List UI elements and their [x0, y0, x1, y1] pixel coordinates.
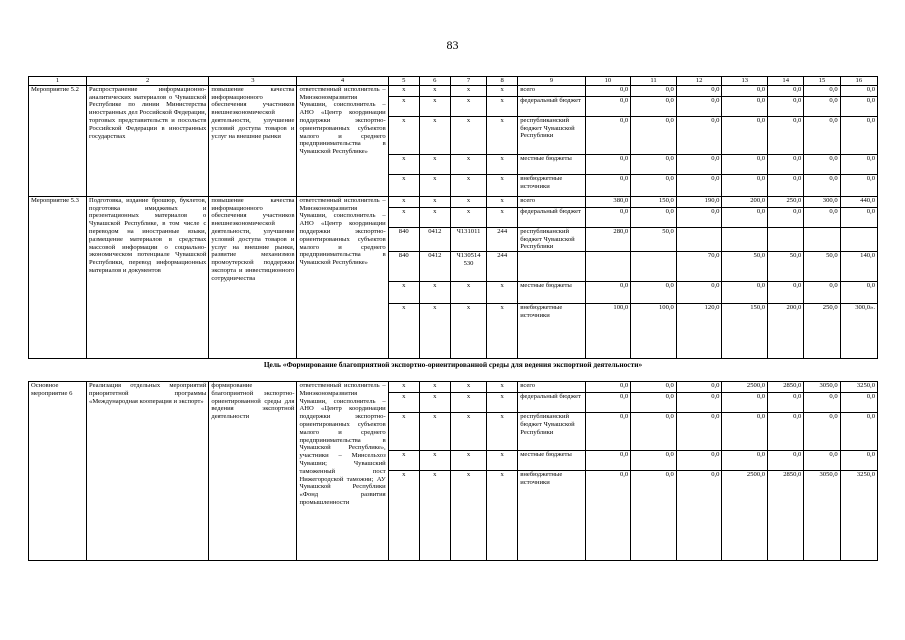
code-section: x [419, 304, 450, 359]
amount-cell: 100,0 [585, 304, 631, 359]
amount-cell: 0,0 [585, 282, 631, 304]
goal-heading: Цель «Формирование благоприятной экспортно-ориентированной среды для ведения экспортной деятельности» [263, 360, 643, 369]
funding-source: всего [518, 85, 585, 96]
amount-cell: 0,0 [585, 116, 631, 154]
code-expense-type: x [487, 304, 518, 359]
header-cell: 11 [631, 77, 677, 86]
header-cell: 4 [297, 77, 388, 86]
code-expense-type: x [487, 174, 518, 196]
amount-cell: 0,0 [722, 207, 768, 227]
table-row [29, 196, 878, 207]
amount-cell: 250,0 [768, 196, 804, 207]
code-expense-type: x [487, 154, 518, 174]
amount-cell: 2500,0 [722, 382, 768, 393]
amount-cell: 0,0 [768, 413, 804, 451]
amount-cell: 0,0 [631, 282, 677, 304]
amount-cell: 0,0 [631, 96, 677, 116]
code-section: x [419, 393, 450, 413]
amount-cell: 300,0 [804, 196, 840, 207]
code-expense-type: x [487, 96, 518, 116]
amount-cell: 0,0 [631, 174, 677, 196]
amount-cell: 100,0 [631, 304, 677, 359]
amount-cell: 0,0 [585, 154, 631, 174]
code-grbs: x [388, 174, 419, 196]
code-target: x [450, 85, 486, 96]
code-expense-type: 244 [487, 252, 518, 282]
amount-cell: 0,0 [768, 282, 804, 304]
code-section: x [419, 207, 450, 227]
amount-cell: 200,0 [768, 304, 804, 359]
amount-cell: 0,0 [840, 116, 877, 154]
code-target: x [450, 451, 486, 471]
amount-cell: 150,0 [722, 304, 768, 359]
amount-cell: 0,0 [631, 451, 677, 471]
expected-result: повышение качества информационного обеспечения участников внешнеэкономической деятельности, улучшение условий доступа товаров и услуг на внешние рынки [209, 85, 297, 196]
code-target: x [450, 154, 486, 174]
code-expense-type: x [487, 196, 518, 207]
amount-cell: 0,0 [585, 96, 631, 116]
code-expense-type: x [487, 85, 518, 96]
code-section: x [419, 174, 450, 196]
code-target: x [450, 382, 486, 393]
code-section: x [419, 451, 450, 471]
code-section: 0412 [419, 227, 450, 251]
code-target: x [450, 393, 486, 413]
amount-cell: 0,0 [804, 85, 840, 96]
amount-cell: 0,0 [585, 174, 631, 196]
code-target: x [450, 413, 486, 451]
amount-cell: 0,0 [585, 207, 631, 227]
amount-cell: 0,0 [768, 96, 804, 116]
code-expense-type: 244 [487, 227, 518, 251]
amount-cell: 0,0 [631, 382, 677, 393]
code-target: x [450, 196, 486, 207]
amount-cell: 0,0 [722, 282, 768, 304]
amount-cell: 0,0 [840, 393, 877, 413]
amount-cell [804, 227, 840, 251]
header-cell: 1 [29, 77, 87, 86]
header-cell: 8 [487, 77, 518, 86]
amount-cell: 0,0 [585, 471, 631, 561]
amount-cell: 0,0 [768, 393, 804, 413]
code-grbs: x [388, 451, 419, 471]
amount-cell: 140,0 [840, 252, 877, 282]
code-target: x [450, 282, 486, 304]
amount-cell: 0,0 [676, 174, 722, 196]
amount-cell: 0,0 [804, 393, 840, 413]
code-expense-type: x [487, 413, 518, 451]
amount-cell: 0,0 [631, 154, 677, 174]
amount-cell [840, 227, 877, 251]
amount-cell: 0,0 [676, 116, 722, 154]
amount-cell: 0,0 [722, 154, 768, 174]
amount-cell: 0,0 [676, 96, 722, 116]
funding-source: федеральный бюджет [518, 207, 585, 227]
header-cell: 12 [676, 77, 722, 86]
code-grbs: x [388, 116, 419, 154]
amount-cell: 0,0 [804, 451, 840, 471]
code-grbs: x [388, 304, 419, 359]
amount-cell: 0,0 [840, 413, 877, 451]
amount-cell: 0,0 [840, 174, 877, 196]
funding-source: республиканский бюджет Чувашской Республики [518, 227, 585, 251]
amount-cell [631, 252, 677, 282]
code-target: x [450, 207, 486, 227]
code-target: x [450, 116, 486, 154]
expected-result: формирование благоприятной экспортно-ориентированной среды для ведения экспортной деятельности [209, 382, 297, 561]
table-row [29, 382, 878, 393]
amount-cell: 3250,0 [840, 382, 877, 393]
funding-source: республиканский бюджет Чувашской Республики [518, 413, 585, 451]
amount-cell: 0,0 [804, 154, 840, 174]
amount-cell: 2850,0 [768, 382, 804, 393]
amount-cell: 150,0 [631, 196, 677, 207]
funding-source: местные бюджеты [518, 154, 585, 174]
funding-source: местные бюджеты [518, 282, 585, 304]
amount-cell: 0,0 [768, 85, 804, 96]
amount-cell: 70,0 [676, 252, 722, 282]
amount-cell: 0,0 [631, 85, 677, 96]
amount-cell: 0,0 [676, 393, 722, 413]
code-section: x [419, 471, 450, 561]
amount-cell: 380,0 [585, 196, 631, 207]
amount-cell: 250,0 [804, 304, 840, 359]
amount-cell: 0,0 [585, 382, 631, 393]
amount-cell: 0,0 [722, 393, 768, 413]
expected-result: повышение качества информационного обеспечения участников внешнеэкономической деятельности, улучшение условий доступа товаров и услуг на внешние рынки, развитие механизмов промоутерской поддержки экспорта и инвестиционного сотрудничества [209, 196, 297, 358]
header-cell: 13 [722, 77, 768, 86]
amount-cell: 0,0 [722, 85, 768, 96]
code-grbs: x [388, 96, 419, 116]
funding-source: федеральный бюджет [518, 96, 585, 116]
funding-source: местные бюджеты [518, 451, 585, 471]
code-section: x [419, 96, 450, 116]
amount-cell: 3050,0 [804, 471, 840, 561]
code-expense-type: x [487, 471, 518, 561]
activity-description: Реализация отдельных мероприятий приоритетной программы «Международная кооперация и экспорт» [87, 382, 209, 561]
amount-cell: 0,0 [840, 282, 877, 304]
code-target: Ч131011 [450, 227, 486, 251]
amount-cell: 0,0 [840, 451, 877, 471]
amount-cell: 0,0 [585, 413, 631, 451]
code-section: x [419, 154, 450, 174]
amount-cell: 0,0 [722, 451, 768, 471]
amount-cell: 300,0». [840, 304, 877, 359]
code-grbs: 840 [388, 227, 419, 251]
amount-cell: 50,0 [722, 252, 768, 282]
amount-cell: 0,0 [840, 96, 877, 116]
funding-source [518, 252, 585, 282]
code-grbs: x [388, 382, 419, 393]
code-section: x [419, 382, 450, 393]
funding-source: внебюджетные источники [518, 304, 585, 359]
amount-cell: 0,0 [676, 207, 722, 227]
amount-cell: 2850,0 [768, 471, 804, 561]
funding-source: республиканский бюджет Чувашской Республики [518, 116, 585, 154]
table-row [29, 85, 878, 96]
amount-cell: 0,0 [768, 451, 804, 471]
header-row [29, 77, 878, 86]
code-grbs: x [388, 85, 419, 96]
header-cell: 2 [87, 77, 209, 86]
amount-cell: 0,0 [631, 207, 677, 227]
code-grbs: x [388, 471, 419, 561]
code-section: x [419, 413, 450, 451]
amount-cell: 3050,0 [804, 382, 840, 393]
amount-cell: 0,0 [676, 382, 722, 393]
funding-source: всего [518, 196, 585, 207]
amount-cell [676, 227, 722, 251]
code-section: 0412 [419, 252, 450, 282]
amount-cell: 0,0 [768, 207, 804, 227]
amount-cell: 0,0 [676, 85, 722, 96]
amount-cell: 0,0 [722, 96, 768, 116]
funding-source: внебюджетные источники [518, 174, 585, 196]
code-grbs: x [388, 393, 419, 413]
amount-cell: 2500,0 [722, 471, 768, 561]
executor: ответственный исполнитель – Минэкономразвития Чувашии, соисполнитель – АНО «Центр координации поддержки экспортно-ориентированных субъектов малого и среднего предпринимательства в Чувашской Республике», участники – Минсельхоз Чувашии; Чувашский таможенный пост Нижегородской таможни; АУ Чувашской Республики «Фонд развития промышленности [297, 382, 388, 561]
header-cell: 6 [419, 77, 450, 86]
amount-cell [585, 252, 631, 282]
code-grbs: x [388, 154, 419, 174]
amount-cell: 0,0 [631, 393, 677, 413]
budget-table-goal [28, 381, 878, 561]
executor: ответственный исполнитель – Минэкономразвития Чувашии, соисполнитель – АНО «Центр координации поддержки экспортно-ориентированных субъектов малого и среднего предпринимательства в Чувашской Республике» [297, 85, 388, 196]
amount-cell: 0,0 [585, 393, 631, 413]
funding-source: федеральный бюджет [518, 393, 585, 413]
activity-name: Мероприятие 5.2 [29, 85, 87, 196]
amount-cell: 440,0 [840, 196, 877, 207]
code-expense-type: x [487, 207, 518, 227]
amount-cell: 0,0 [722, 413, 768, 451]
funding-source: внебюджетные источники [518, 471, 585, 561]
amount-cell: 0,0 [804, 282, 840, 304]
amount-cell: 0,0 [676, 451, 722, 471]
amount-cell: 50,0 [804, 252, 840, 282]
budget-table [28, 76, 878, 359]
amount-cell: 200,0 [722, 196, 768, 207]
activity-description: Распространение информационно-аналитических материалов о Чувашской Республике по линии Министерства иностранных дел Российской Федерации, торговых представительств и посольств Российской Федерации в иностранных государствах [87, 85, 209, 196]
code-grbs: x [388, 413, 419, 451]
code-expense-type: x [487, 393, 518, 413]
code-target: x [450, 304, 486, 359]
amount-cell: 0,0 [585, 85, 631, 96]
header-cell: 14 [768, 77, 804, 86]
amount-cell: 0,0 [768, 116, 804, 154]
header-cell: 7 [450, 77, 486, 86]
header-cell: 3 [209, 77, 297, 86]
amount-cell: 0,0 [804, 96, 840, 116]
amount-cell [768, 227, 804, 251]
code-target: x [450, 96, 486, 116]
code-section: x [419, 85, 450, 96]
funding-source: всего [518, 382, 585, 393]
code-expense-type: x [487, 282, 518, 304]
code-grbs: x [388, 196, 419, 207]
code-target: Ч130514 530 [450, 252, 486, 282]
amount-cell: 0,0 [631, 116, 677, 154]
amount-cell: 0,0 [676, 471, 722, 561]
amount-cell: 0,0 [840, 85, 877, 96]
amount-cell: 50,0 [631, 227, 677, 251]
amount-cell: 0,0 [804, 116, 840, 154]
amount-cell [722, 227, 768, 251]
code-grbs: x [388, 207, 419, 227]
code-expense-type: x [487, 116, 518, 154]
amount-cell: 3250,0 [840, 471, 877, 561]
code-section: x [419, 196, 450, 207]
amount-cell: 0,0 [840, 154, 877, 174]
amount-cell: 0,0 [676, 154, 722, 174]
amount-cell: 120,0 [676, 304, 722, 359]
amount-cell: 0,0 [631, 471, 677, 561]
amount-cell: 0,0 [631, 413, 677, 451]
executor: ответственный исполнитель – Минэкономразвития Чувашии, соисполнитель – АНО «Центр координации поддержки экспортно-ориентированных субъектов малого и среднего предпринимательства в Чувашской Республике» [297, 196, 388, 358]
amount-cell: 280,0 [585, 227, 631, 251]
amount-cell: 0,0 [676, 413, 722, 451]
header-cell: 16 [840, 77, 877, 86]
header-cell: 5 [388, 77, 419, 86]
code-expense-type: x [487, 451, 518, 471]
amount-cell: 0,0 [676, 282, 722, 304]
amount-cell: 190,0 [676, 196, 722, 207]
code-target: x [450, 471, 486, 561]
amount-cell: 0,0 [768, 174, 804, 196]
amount-cell: 0,0 [722, 174, 768, 196]
amount-cell: 0,0 [768, 154, 804, 174]
code-target: x [450, 174, 486, 196]
code-section: x [419, 116, 450, 154]
amount-cell: 0,0 [804, 413, 840, 451]
header-cell: 9 [518, 77, 585, 86]
code-grbs: x [388, 282, 419, 304]
amount-cell: 0,0 [804, 207, 840, 227]
amount-cell: 0,0 [722, 116, 768, 154]
activity-name: Мероприятие 5.3 [29, 196, 87, 358]
code-expense-type: x [487, 382, 518, 393]
activity-name: Основное мероприятие 6 [29, 382, 87, 561]
header-cell: 10 [585, 77, 631, 86]
header-cell: 15 [804, 77, 840, 86]
code-section: x [419, 282, 450, 304]
amount-cell: 50,0 [768, 252, 804, 282]
amount-cell: 0,0 [585, 451, 631, 471]
amount-cell: 0,0 [804, 174, 840, 196]
page-number: 83 [446, 38, 459, 52]
amount-cell: 0,0 [840, 207, 877, 227]
code-grbs: 840 [388, 252, 419, 282]
activity-description: Подготовка, издание брошюр, буклетов, подготовка имиджевых и презентационных материалов о Чувашской Республике, в том числе с переводом на иностранные языки, размещение материалов в средствах массовой информации о социально-экономическом потенциале Чувашской Республики, перевод информационных материалов и документов [87, 196, 209, 358]
